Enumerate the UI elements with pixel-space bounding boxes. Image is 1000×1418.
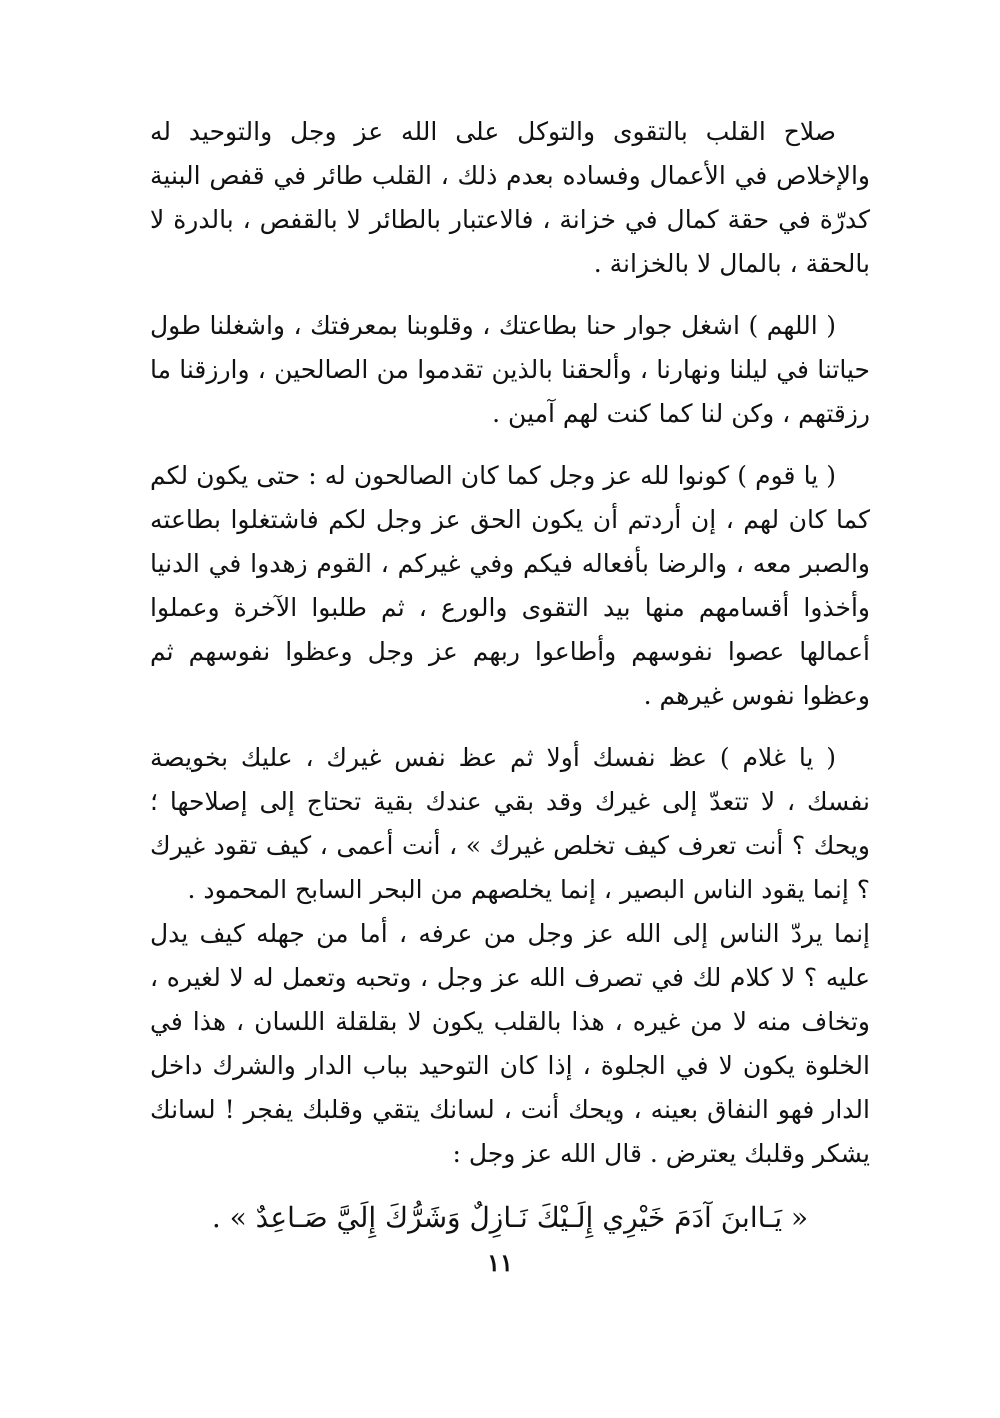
page-number: ١١	[487, 1248, 513, 1277]
page-body	[150, 110, 870, 1242]
hadith-quote: « يَـاابنَ آدَمَ خَيْرِي إِلَـيْكَ نَـازِلٌ وَشَرُّكَ إِلَيَّ صَـاعِدٌ » .	[211, 1201, 809, 1234]
paragraph-guidance: إنما يردّ الناس إلى الله عز وجل من عرفه ، أما من جهله كيف يدل عليه ؟ لا كلام لك في تصرف الله عز وجل ، وتحبه وتعمل له لا لغيره ، وتخاف منه لا من غيره ، هذا بالقلب يكون لا بقلقلة اللسان ، هذا في الخلوة يكون لا في الجلوة ، إذا كان التوحيد بباب الدار والشرك داخل الدار فهو النفاق بعينه ، ويحك أنت ، لسانك يتقي وقلبك يفجر ! لسانك يشكر وقلبك يعترض . قال الله عز وجل :	[150, 919, 870, 1168]
paragraph-ya-qawm: ( يا قوم ) كونوا لله عز وجل كما كان الصالحون له : حتى يكون لكم كما كان لهم ، إن أردتم أن يكون الحق عز وجل لكم فاشتغلوا بطاعته والصبر معه ، والرضا بأفعاله فيكم وفي غيركم ، القوم زهدوا في الدنيا وأخذوا أقسامهم منها بيد التقوى والورع ، ثم طلبوا الآخرة وعملوا أعمالها عصوا نفوسهم وأطاعوا ربهم عز وجل وعظوا نفوسهم ثم وعظوا نفوس غيرهم .	[150, 461, 870, 710]
paragraph-supplication: ( اللهم ) اشغل جوار حنا بطاعتك ، وقلوبنا بمعرفتك ، واشغلنا طول حياتنا في ليلنا ونهارنا ، وألحقنا بالذين تقدموا من الصالحين ، وارزقنا ما رزقتهم ، وكن لنا كما كنت لهم آمين .	[150, 311, 870, 428]
paragraph-heart-reform: صلاح القلب بالتقوى والتوكل على الله عز وجل والتوحيد له والإخلاص في الأعمال وفساده بعدم ذلك ، القلب طائر في قفص البنية كدرّة في حقة كمال في خزانة ، فالاعتبار بالطائر لا بالقفص ، بالدرة لا بالحقة ، بالمال لا بالخزانة .	[150, 117, 870, 278]
paragraph-ya-ghulam: ( يا غلام ) عظ نفسك أولا ثم عظ نفس غيرك ، عليك بخويصة نفسك ، لا تتعدّ إلى غيرك وقد بقي عندك بقية تحتاج إلى إصلاحها ؛ ويحك ؟ أنت تعرف كيف تخلص غيرك » ، أنت أعمى ، كيف تقود غيرك ؟ إنما يقود الناس البصير ، إنما يخلصهم من البحر السابح المحمود .	[150, 743, 870, 904]
